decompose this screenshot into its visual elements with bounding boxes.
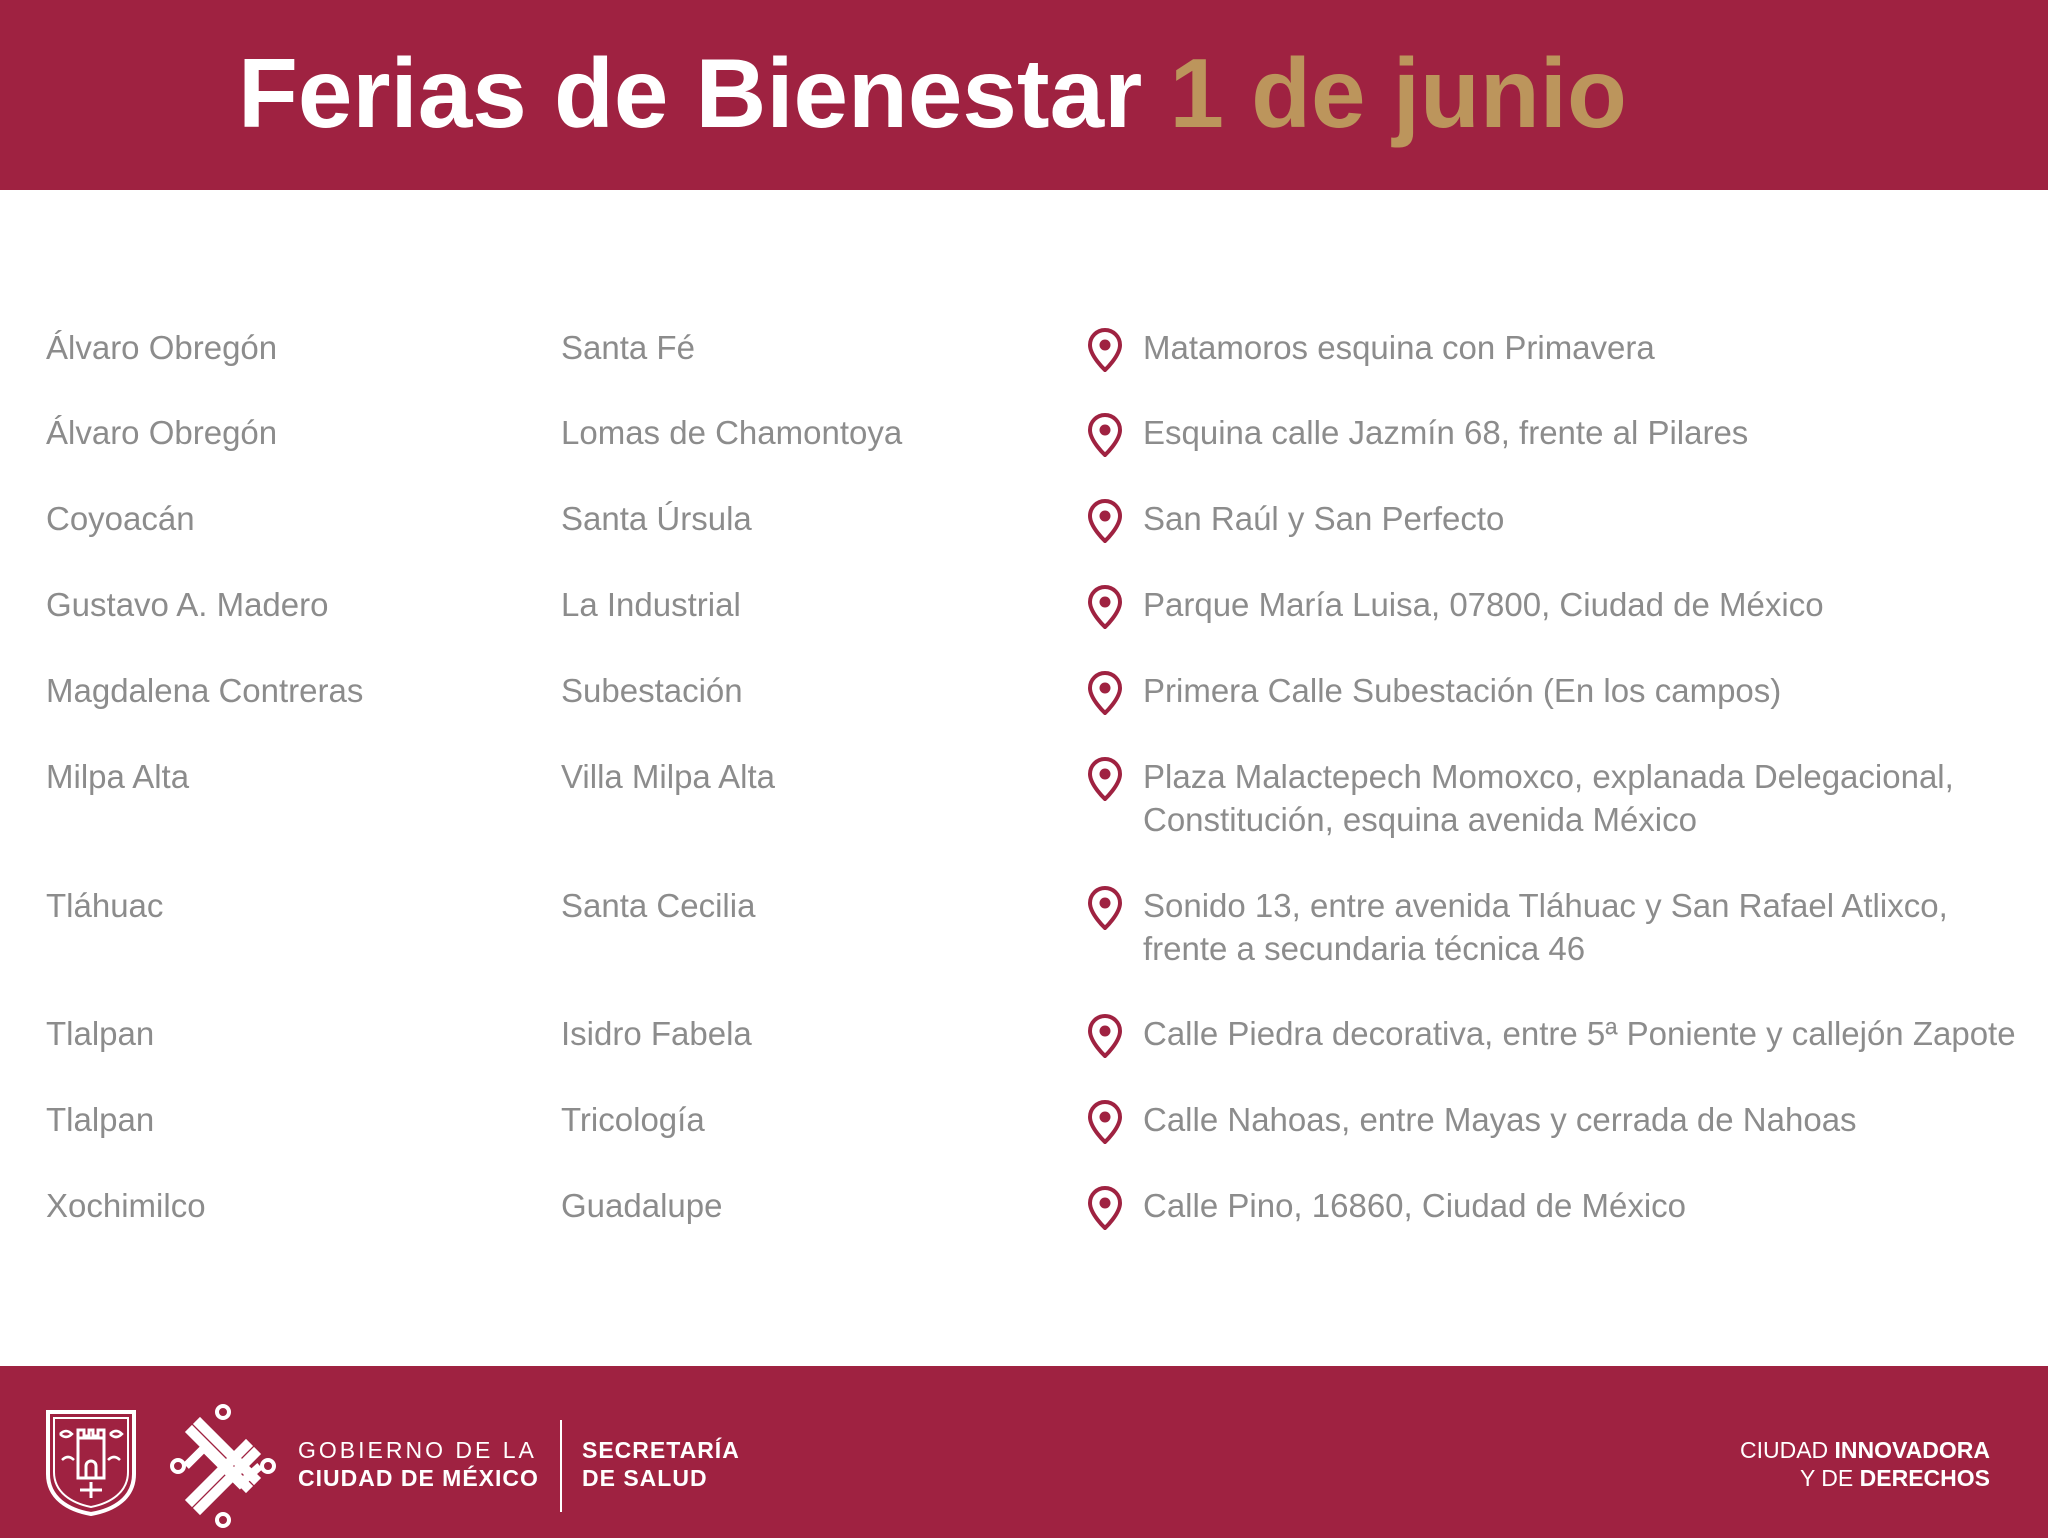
sec-line2: DE SALUD (582, 1465, 708, 1491)
map-pin-icon (1088, 886, 1122, 930)
map-pin-icon (1088, 1100, 1122, 1144)
secretariat-name (582, 1436, 740, 1492)
colonia: La Industrial (561, 586, 741, 623)
alcaldia: Coyoacán (46, 500, 195, 537)
coat-of-arms-icon (44, 1408, 138, 1516)
address: Parque María Luisa, 07800, Ciudad de México (1143, 586, 1824, 623)
map-pin-icon (1088, 585, 1122, 629)
gov-line1: GOBIERNO DE LA (298, 1437, 537, 1463)
alcaldia: Tlalpan (46, 1015, 155, 1052)
title-date: 1 de junio (1169, 38, 1627, 148)
slogan (1740, 1436, 1990, 1492)
alcaldia: Álvaro Obregón (46, 414, 278, 451)
address: Esquina calle Jazmín 68, frente al Pilares (1143, 414, 1749, 451)
colonia: Villa Milpa Alta (561, 758, 776, 795)
alcaldia: Tláhuac (46, 887, 164, 924)
footer-divider (560, 1420, 562, 1512)
colonia: Isidro Fabela (561, 1015, 752, 1052)
alcaldia: Milpa Alta (46, 758, 190, 795)
map-pin-icon (1088, 328, 1122, 372)
slogan-1b: INNOVADORA (1834, 1437, 1990, 1463)
gov-line2: CIUDAD DE MÉXICO (298, 1465, 539, 1491)
colonia: Guadalupe (561, 1187, 723, 1224)
sec-line1: SECRETARÍA (582, 1437, 740, 1463)
alcaldia: Magdalena Contreras (46, 672, 364, 709)
colonia: Tricología (561, 1101, 705, 1138)
map-pin-icon (1088, 499, 1122, 543)
cdmx-logo-icon (170, 1402, 276, 1530)
map-pin-icon (1088, 413, 1122, 457)
footer-banner (0, 1366, 2048, 1538)
slogan-1a: CIUDAD (1739, 1437, 1835, 1463)
colonia: Lomas de Chamontoya (561, 414, 903, 451)
address: Matamoros esquina con Primavera (1143, 329, 1655, 366)
slogan-line2 (1740, 1464, 1990, 1492)
government-name (298, 1436, 539, 1492)
map-pin-icon (1088, 1186, 1122, 1230)
map-pin-icon (1088, 1014, 1122, 1058)
alcaldia: Gustavo A. Madero (46, 586, 329, 623)
address: Calle Piedra decorativa, entre 5ª Poniente y callejón Zapote (1143, 1015, 2016, 1052)
map-pin-icon (1088, 671, 1122, 715)
colonia: Santa Fé (561, 329, 695, 366)
address: Calle Pino, 16860, Ciudad de México (1143, 1187, 1687, 1224)
address: Calle Nahoas, entre Mayas y cerrada de Nahoas (1143, 1101, 1857, 1138)
alcaldia: Álvaro Obregón (46, 329, 278, 366)
map-pin-icon (1088, 757, 1122, 801)
colonia: Santa Cecilia (561, 887, 756, 924)
slogan-line1 (1740, 1436, 1990, 1464)
address: Plaza Malactepech Momoxco, explanada Delegacional, Constitución, esquina avenida México (1143, 758, 1954, 838)
address: San Raúl y San Perfecto (1143, 500, 1505, 537)
address: Primera Calle Subestación (En los campos) (1143, 672, 1782, 709)
slogan-2a: Y DE (1799, 1465, 1860, 1491)
address: Sonido 13, entre avenida Tláhuac y San Rafael Atlixco, frente a secundaria técnica 46 (1143, 887, 1948, 967)
alcaldia: Xochimilco (46, 1187, 206, 1224)
slogan-2b: DERECHOS (1859, 1465, 1990, 1491)
colonia: Santa Úrsula (561, 500, 752, 537)
title-main: Ferias de Bienestar (238, 38, 1143, 148)
alcaldia: Tlalpan (46, 1101, 155, 1138)
colonia: Subestación (561, 672, 743, 709)
